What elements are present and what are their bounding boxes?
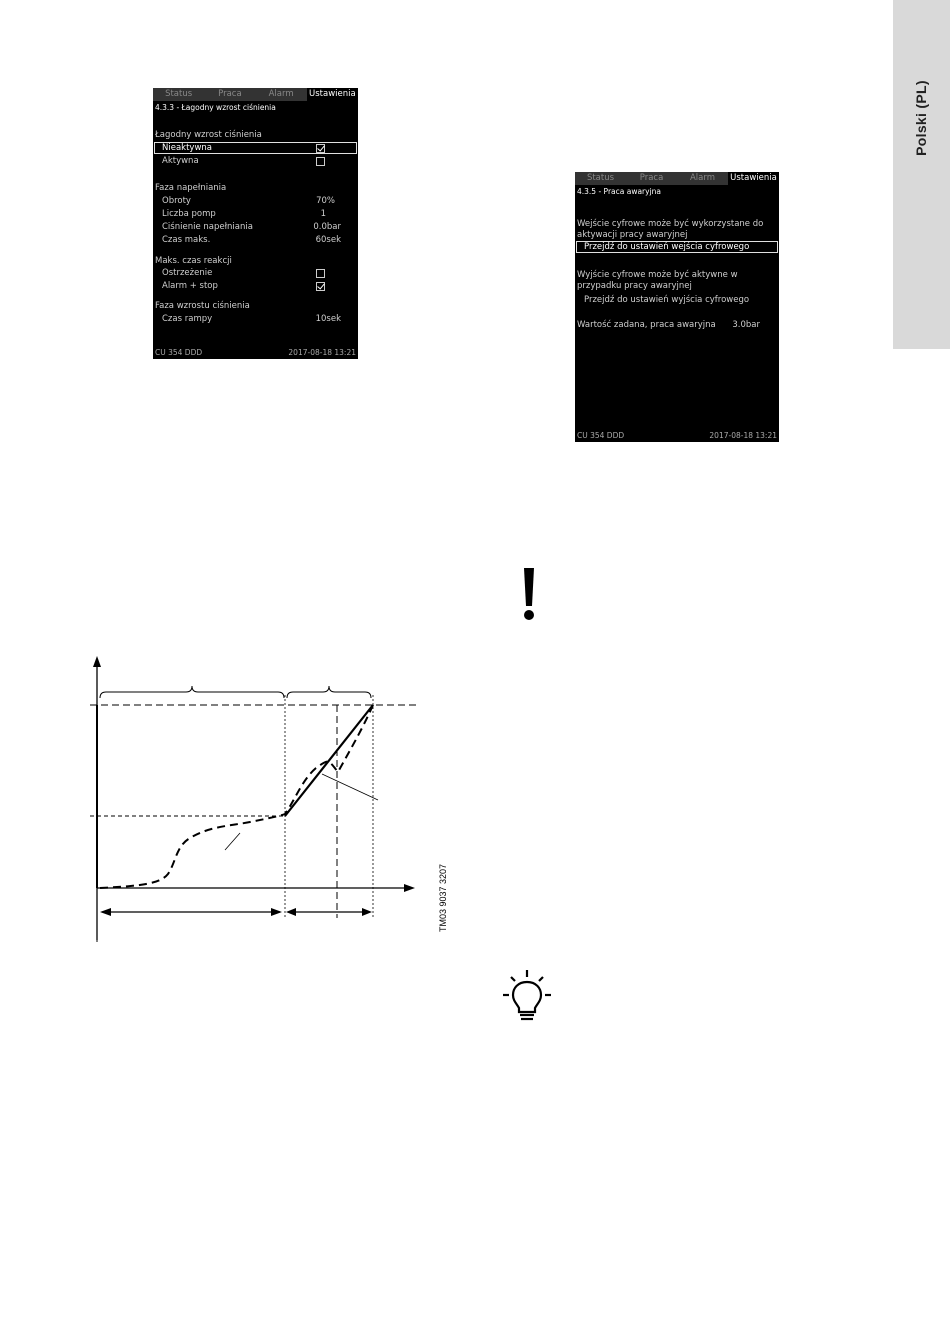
- tab-praca[interactable]: Praca: [204, 88, 255, 101]
- pumps-label: Liczba pomp: [162, 209, 216, 219]
- language-tab-label: Polski (PL): [913, 80, 929, 156]
- screen1-footer-left: CU 354 DDD: [155, 348, 203, 357]
- tab-alarm[interactable]: Alarm: [677, 172, 728, 185]
- option-active-label[interactable]: Aktywna: [162, 156, 199, 166]
- tab-praca[interactable]: Praca: [626, 172, 677, 185]
- ramp-pointer: [322, 774, 378, 800]
- screen-soft-pressure-buildup: [153, 88, 358, 359]
- exclamation-icon: [516, 566, 542, 622]
- option-inactive-checkbox[interactable]: [316, 144, 325, 153]
- ramp-phase-brace: [287, 686, 371, 698]
- digital-output-link[interactable]: Przejdź do ustawień wyjścia cyfrowego: [584, 295, 750, 305]
- fill-pressure-label: Ciśnienie napełniania: [162, 222, 253, 232]
- digital-input-text-2: aktywacji pracy awaryjnej: [577, 230, 688, 240]
- tab-alarm[interactable]: Alarm: [256, 88, 307, 101]
- digital-input-text-1: Wejście cyfrowe może być wykorzystane do: [577, 219, 764, 229]
- tab-ustawienia[interactable]: Ustawienia: [728, 172, 779, 185]
- screen2-footer-right: 2017-08-18 13:21: [709, 431, 777, 440]
- fill-phase-brace: [100, 686, 284, 698]
- alarm-stop-checkbox[interactable]: [316, 282, 325, 291]
- digital-output-text-1: Wyjście cyfrowe może być aktywne w: [577, 270, 738, 280]
- screen1-tabs: [153, 88, 358, 101]
- figure-code: TM03 9037 3207: [438, 863, 448, 933]
- screen-emergency-operation: [575, 172, 779, 442]
- section-soft-buildup: Łagodny wzrost ciśnienia: [155, 130, 262, 140]
- lightbulb-icon: [502, 968, 552, 1024]
- section-pressure-buildup: Faza wzrostu ciśnienia: [155, 301, 250, 311]
- curve-pointer: [225, 833, 240, 850]
- warning-checkbox[interactable]: [316, 269, 325, 278]
- ramp-value[interactable]: 10sek: [315, 314, 341, 324]
- screen1-title: 4.3.3 - Łagodny wzrost ciśnienia: [155, 103, 276, 112]
- section-fill-phase: Faza napełniania: [155, 183, 227, 193]
- ramp-solid-line: [285, 705, 373, 816]
- section-max-reaction: Maks. czas reakcji: [155, 256, 232, 266]
- speed-value[interactable]: 70%: [316, 196, 335, 206]
- screen2-tabs: [575, 172, 779, 185]
- max-time-value[interactable]: 60sek: [315, 235, 341, 245]
- language-tab: [893, 0, 950, 349]
- tab-status[interactable]: Status: [575, 172, 626, 185]
- screen2-footer-left: CU 354 DDD: [577, 431, 625, 440]
- ramp-label: Czas rampy: [162, 314, 213, 324]
- tab-status[interactable]: Status: [153, 88, 204, 101]
- warning-label[interactable]: Ostrzeżenie: [162, 268, 213, 278]
- speed-label: Obroty: [162, 196, 191, 206]
- screen2-title: 4.3.5 - Praca awaryjna: [577, 187, 662, 196]
- option-active-checkbox[interactable]: [316, 157, 325, 166]
- digital-input-link[interactable]: Przejdź do ustawień wejścia cyfrowego: [584, 242, 750, 252]
- setpoint-label: Wartość zadana, praca awaryjna: [577, 320, 716, 330]
- y-axis-arrow: [93, 656, 101, 667]
- max-time-label: Czas maks.: [162, 235, 211, 245]
- screen1-footer-right: 2017-08-18 13:21: [288, 348, 356, 357]
- actual-pressure-curve: [100, 705, 373, 888]
- digital-output-text-2: przypadku pracy awaryjnej: [577, 281, 692, 291]
- option-inactive-label[interactable]: Nieaktywna: [162, 143, 212, 153]
- tab-ustawienia[interactable]: Ustawienia: [307, 88, 358, 101]
- x-axis-arrow: [404, 884, 415, 892]
- fill-pressure-value[interactable]: 0.0bar: [313, 222, 341, 232]
- pumps-value[interactable]: 1: [320, 209, 326, 219]
- alarm-stop-label[interactable]: Alarm + stop: [162, 281, 218, 291]
- pressure-buildup-diagram: [80, 650, 420, 950]
- setpoint-value[interactable]: 3.0bar: [732, 320, 760, 330]
